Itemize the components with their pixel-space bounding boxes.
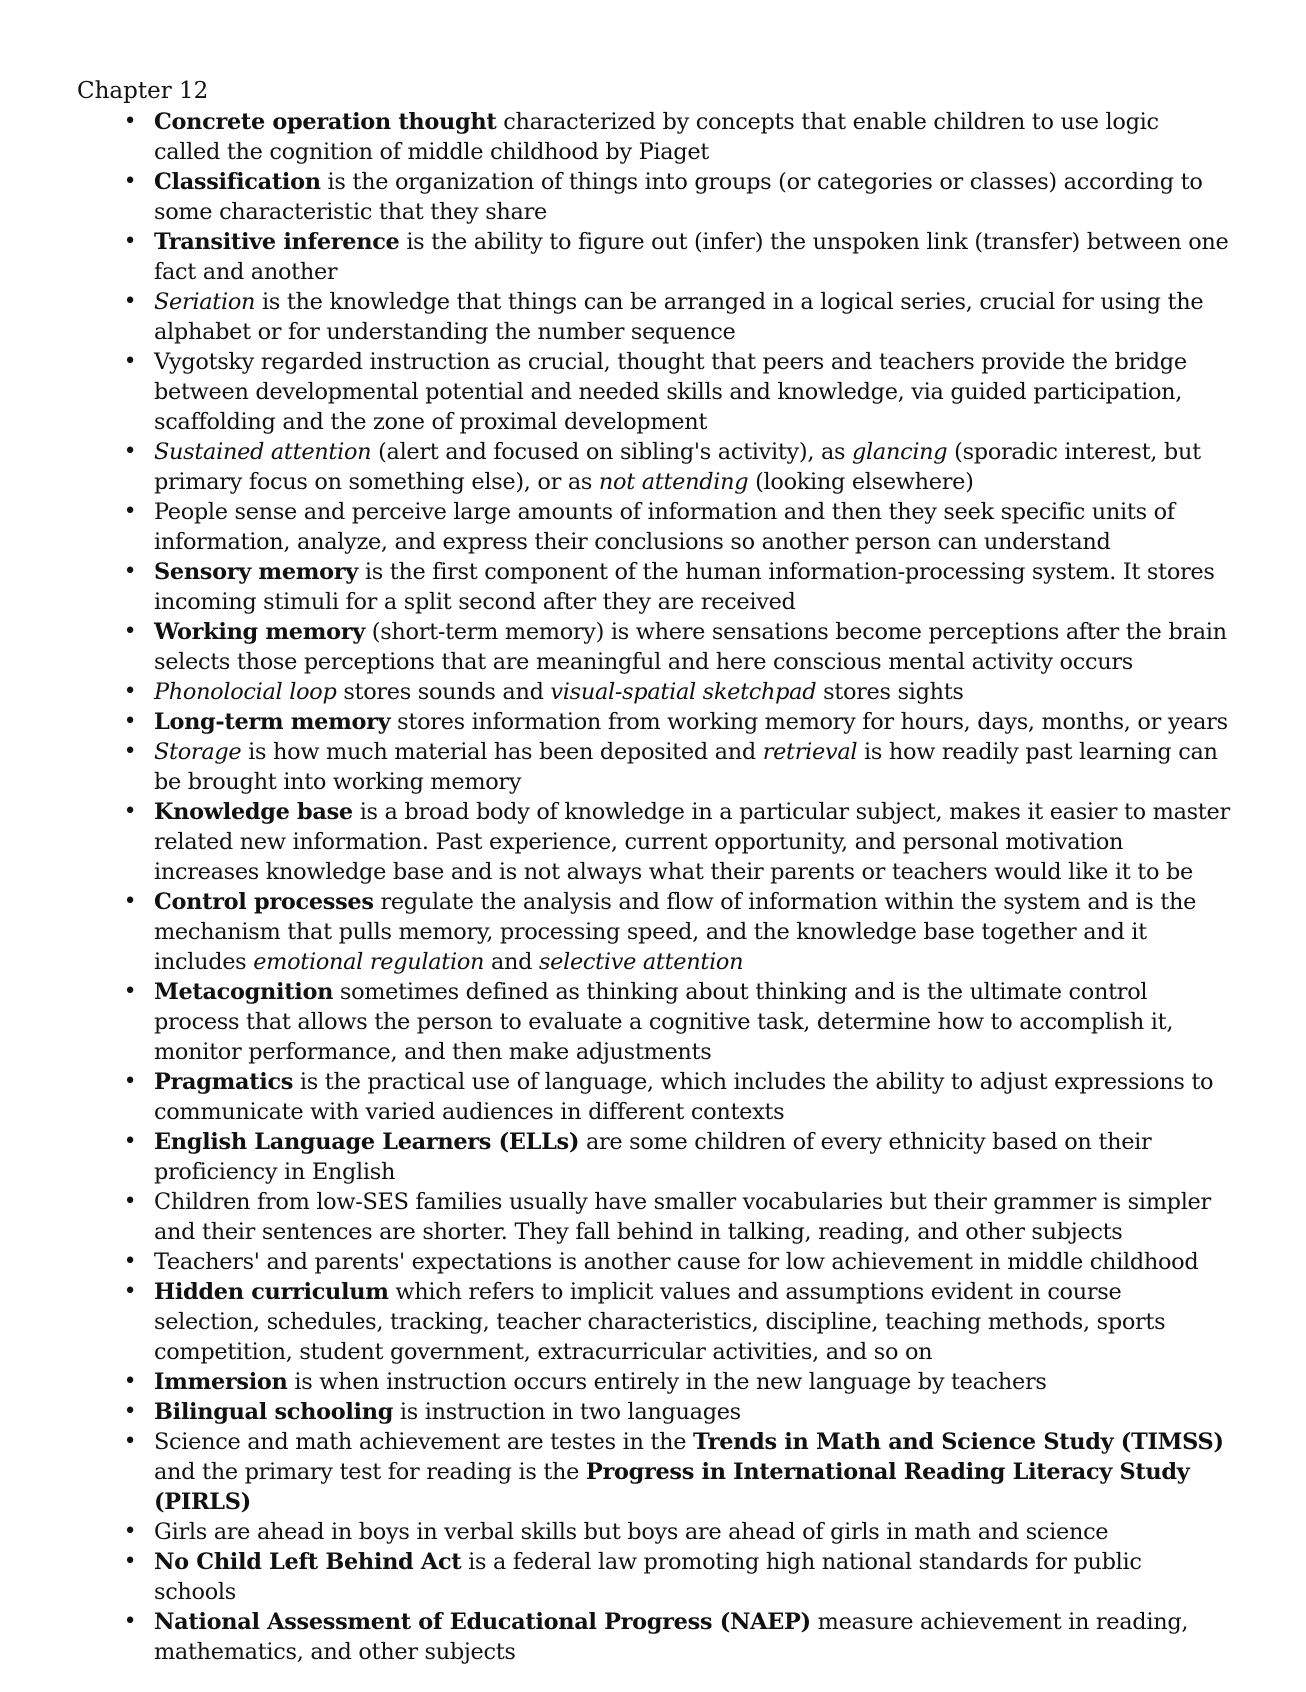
term-bold: Control processes bbox=[154, 889, 374, 915]
term-bold: Sensory memory bbox=[154, 559, 359, 585]
bullet-icon: • bbox=[123, 109, 137, 134]
list-item-text bbox=[154, 1189, 1211, 1245]
text-run: is the practical use of language, which includes the ability to adjust expressions to communicate with varied audiences in different contexts bbox=[154, 1069, 1214, 1125]
list-item-text bbox=[154, 229, 1228, 285]
list-item-text bbox=[154, 1609, 1188, 1665]
text-run: Vygotsky regarded instruction as crucial, thought that peers and teachers provide the bridge between developmental potential and needed skills and knowledge, via guided participation, scaffolding and the zone of proximal development bbox=[154, 349, 1187, 435]
bullet-icon: • bbox=[123, 1279, 137, 1304]
list-item-text bbox=[154, 799, 1230, 885]
list-item bbox=[80, 107, 1230, 167]
term-italic: Sustained attention bbox=[154, 439, 372, 465]
text-run: and bbox=[484, 949, 539, 975]
term-italic: visual-spatial sketchpad bbox=[550, 679, 817, 705]
bullet-icon: • bbox=[123, 559, 137, 584]
term-italic: selective attention bbox=[538, 949, 744, 975]
bullet-icon: • bbox=[123, 1519, 137, 1544]
list-item-text bbox=[154, 1429, 1224, 1515]
bullet-icon: • bbox=[123, 349, 137, 374]
text-run: is a broad body of knowledge in a particular subject, makes it easier to master related new information. Past experience, current opportunity, and personal motivation increases knowledge base and is not always what their parents or teachers would like it to be bbox=[154, 799, 1230, 885]
text-run: (sporadic interest, but primary focus on something else), or as bbox=[154, 439, 1201, 495]
text-run: is a federal law promoting high national standards for public schools bbox=[154, 1549, 1142, 1605]
text-run: People sense and perceive large amounts of information and then they seek specific units of information, analyze, and express their conclusions so another person can understand bbox=[154, 499, 1175, 555]
text-run: and the primary test for reading is the bbox=[154, 1459, 586, 1485]
list-item-text bbox=[154, 979, 1173, 1065]
list-item bbox=[80, 1277, 1230, 1367]
text-run: (short-term memory) is where sensations become perceptions after the brain selects those perceptions that are meaningful and here conscious mental activity occurs bbox=[154, 619, 1227, 675]
bullet-icon: • bbox=[123, 619, 137, 644]
list-item-text bbox=[154, 1129, 1151, 1185]
list-item bbox=[80, 977, 1230, 1067]
text-run: is how readily past learning can be brought into working memory bbox=[154, 739, 1218, 795]
term-bold: Hidden curriculum bbox=[154, 1279, 389, 1305]
notes-list bbox=[80, 107, 1230, 1667]
list-item-text bbox=[154, 739, 1218, 795]
term-bold: Long-term memory bbox=[154, 709, 391, 735]
list-item bbox=[80, 617, 1230, 677]
list-item bbox=[80, 1607, 1230, 1667]
list-item-text bbox=[154, 1249, 1198, 1275]
list-item bbox=[80, 1187, 1230, 1247]
list-item-text bbox=[154, 709, 1228, 735]
bullet-icon: • bbox=[123, 739, 137, 764]
text-run: is when instruction occurs entirely in the new language by teachers bbox=[287, 1369, 1047, 1395]
list-item-text bbox=[154, 439, 1201, 495]
list-item-text bbox=[154, 1399, 741, 1425]
list-item bbox=[80, 1397, 1230, 1427]
list-item-text bbox=[154, 289, 1203, 345]
list-item-text bbox=[154, 1279, 1165, 1365]
bullet-icon: • bbox=[123, 1609, 137, 1634]
list-item bbox=[80, 227, 1230, 287]
bullet-icon: • bbox=[123, 1189, 137, 1214]
term-italic: Storage bbox=[154, 739, 242, 765]
term-bold: Trends in Math and Science Study (TIMSS) bbox=[693, 1429, 1224, 1455]
list-item bbox=[80, 737, 1230, 797]
term-bold: Classification bbox=[154, 169, 321, 195]
list-item-text bbox=[154, 889, 1196, 975]
list-item-text bbox=[154, 559, 1215, 615]
list-item-text bbox=[154, 109, 1159, 165]
bullet-icon: • bbox=[123, 1069, 137, 1094]
list-item bbox=[80, 1517, 1230, 1547]
term-bold: Knowledge base bbox=[154, 799, 353, 825]
text-run: are some children of every ethnicity based on their proficiency in English bbox=[154, 1129, 1152, 1185]
text-run: characterized by concepts that enable children to use logic called the cognition of middle childhood by Piaget bbox=[154, 109, 1159, 165]
term-bold: Transitive inference bbox=[154, 229, 400, 255]
list-item bbox=[80, 1367, 1230, 1397]
text-run: is instruction in two languages bbox=[393, 1399, 741, 1425]
term-bold: Pragmatics bbox=[154, 1069, 294, 1095]
term-bold: National Assessment of Educational Progress (NAEP) bbox=[154, 1609, 811, 1635]
bullet-icon: • bbox=[123, 439, 137, 464]
text-run: Science and math achievement are testes in the bbox=[154, 1429, 693, 1455]
bullet-icon: • bbox=[123, 1249, 137, 1274]
text-run: (looking elsewhere) bbox=[748, 469, 974, 495]
list-item bbox=[80, 1127, 1230, 1187]
bullet-icon: • bbox=[123, 709, 137, 734]
text-run: is the organization of things into groups (or categories or classes) according to some characteristic that they share bbox=[154, 169, 1203, 225]
term-bold: Immersion bbox=[154, 1369, 288, 1395]
text-run: sometimes defined as thinking about thinking and is the ultimate control process that allows the person to evaluate a cognitive task, determine how to accomplish it, monitor performance, and then make adjustments bbox=[154, 979, 1174, 1065]
term-bold: Working memory bbox=[154, 619, 365, 645]
bullet-icon: • bbox=[123, 799, 137, 824]
list-item-text bbox=[154, 1549, 1142, 1605]
term-italic: Phonolocial loop bbox=[154, 679, 337, 705]
term-italic: retrieval bbox=[762, 739, 858, 765]
term-bold: Metacognition bbox=[154, 979, 334, 1005]
term-bold: Progress in International Reading Literacy Study (PIRLS) bbox=[154, 1459, 1190, 1515]
text-run: (alert and focused on sibling's activity), as bbox=[371, 439, 853, 465]
text-run: regulate the analysis and flow of information within the system and is the mechanism that pulls memory, processing speed, and the knowledge base together and it includes bbox=[154, 889, 1197, 975]
text-run: is the ability to figure out (infer) the unspoken link (transfer) between one fact and another bbox=[154, 229, 1229, 285]
bullet-icon: • bbox=[123, 979, 137, 1004]
text-run: measure achievement in reading, mathematics, and other subjects bbox=[154, 1609, 1189, 1665]
bullet-icon: • bbox=[123, 169, 137, 194]
bullet-icon: • bbox=[123, 1369, 137, 1394]
term-italic: not attending bbox=[598, 469, 749, 495]
bullet-icon: • bbox=[123, 1129, 137, 1154]
list-item bbox=[80, 887, 1230, 977]
list-item bbox=[80, 1547, 1230, 1607]
list-item-text bbox=[154, 349, 1187, 435]
chapter-title: Chapter 12 bbox=[77, 78, 209, 104]
list-item-text bbox=[154, 169, 1203, 225]
bullet-icon: • bbox=[123, 499, 137, 524]
list-item bbox=[80, 1067, 1230, 1127]
text-run: is how much material has been deposited and bbox=[241, 739, 763, 765]
term-italic: Seriation bbox=[154, 289, 256, 315]
text-run: stores sounds and bbox=[336, 679, 551, 705]
text-run: stores information from working memory for hours, days, months, or years bbox=[390, 709, 1228, 735]
list-item-text bbox=[154, 619, 1227, 675]
term-bold: No Child Left Behind Act bbox=[154, 1549, 462, 1575]
term-italic: glancing bbox=[852, 439, 948, 465]
bullet-icon: • bbox=[123, 1399, 137, 1424]
list-item bbox=[80, 1427, 1230, 1517]
bullet-icon: • bbox=[123, 229, 137, 254]
list-item bbox=[80, 707, 1230, 737]
list-item-text bbox=[154, 499, 1175, 555]
bullet-icon: • bbox=[123, 289, 137, 314]
list-item bbox=[80, 557, 1230, 617]
term-bold: English Language Learners (ELLs) bbox=[154, 1129, 580, 1155]
list-item-text bbox=[154, 1069, 1213, 1125]
list-item bbox=[80, 797, 1230, 887]
text-run: Teachers' and parents' expectations is another cause for low achievement in middle childhood bbox=[154, 1249, 1199, 1275]
bullet-icon: • bbox=[123, 1429, 137, 1454]
list-item bbox=[80, 287, 1230, 347]
text-run: is the knowledge that things can be arranged in a logical series, crucial for using the alphabet or for understanding the number sequence bbox=[154, 289, 1204, 345]
text-run: Girls are ahead in boys in verbal skills but boys are ahead of girls in math and science bbox=[154, 1519, 1109, 1545]
bullet-icon: • bbox=[123, 1549, 137, 1574]
list-item-text bbox=[154, 679, 964, 705]
text-run: is the first component of the human information-processing system. It stores incoming stimuli for a split second after they are received bbox=[154, 559, 1215, 615]
text-run: stores sights bbox=[816, 679, 964, 705]
list-item bbox=[80, 677, 1230, 707]
list-item-text bbox=[154, 1369, 1047, 1395]
text-run: which refers to implicit values and assumptions evident in course selection, schedules, tracking, teacher characteristics, discipline, teaching methods, sports competition, student government, extracurricular activities, and so on bbox=[154, 1279, 1166, 1365]
text-run: Children from low-SES families usually have smaller vocabularies but their grammer is simpler and their sentences are shorter. They fall behind in talking, reading, and other subjects bbox=[154, 1189, 1211, 1245]
list-item-text bbox=[154, 1519, 1108, 1545]
term-bold: Bilingual schooling bbox=[154, 1399, 394, 1425]
list-item bbox=[80, 1247, 1230, 1277]
list-item bbox=[80, 437, 1230, 497]
list-item bbox=[80, 167, 1230, 227]
term-italic: emotional regulation bbox=[253, 949, 485, 975]
list-item bbox=[80, 347, 1230, 437]
list-item bbox=[80, 497, 1230, 557]
term-bold: Concrete operation thought bbox=[154, 109, 497, 135]
bullet-icon: • bbox=[123, 679, 137, 704]
bullet-icon: • bbox=[123, 889, 137, 914]
